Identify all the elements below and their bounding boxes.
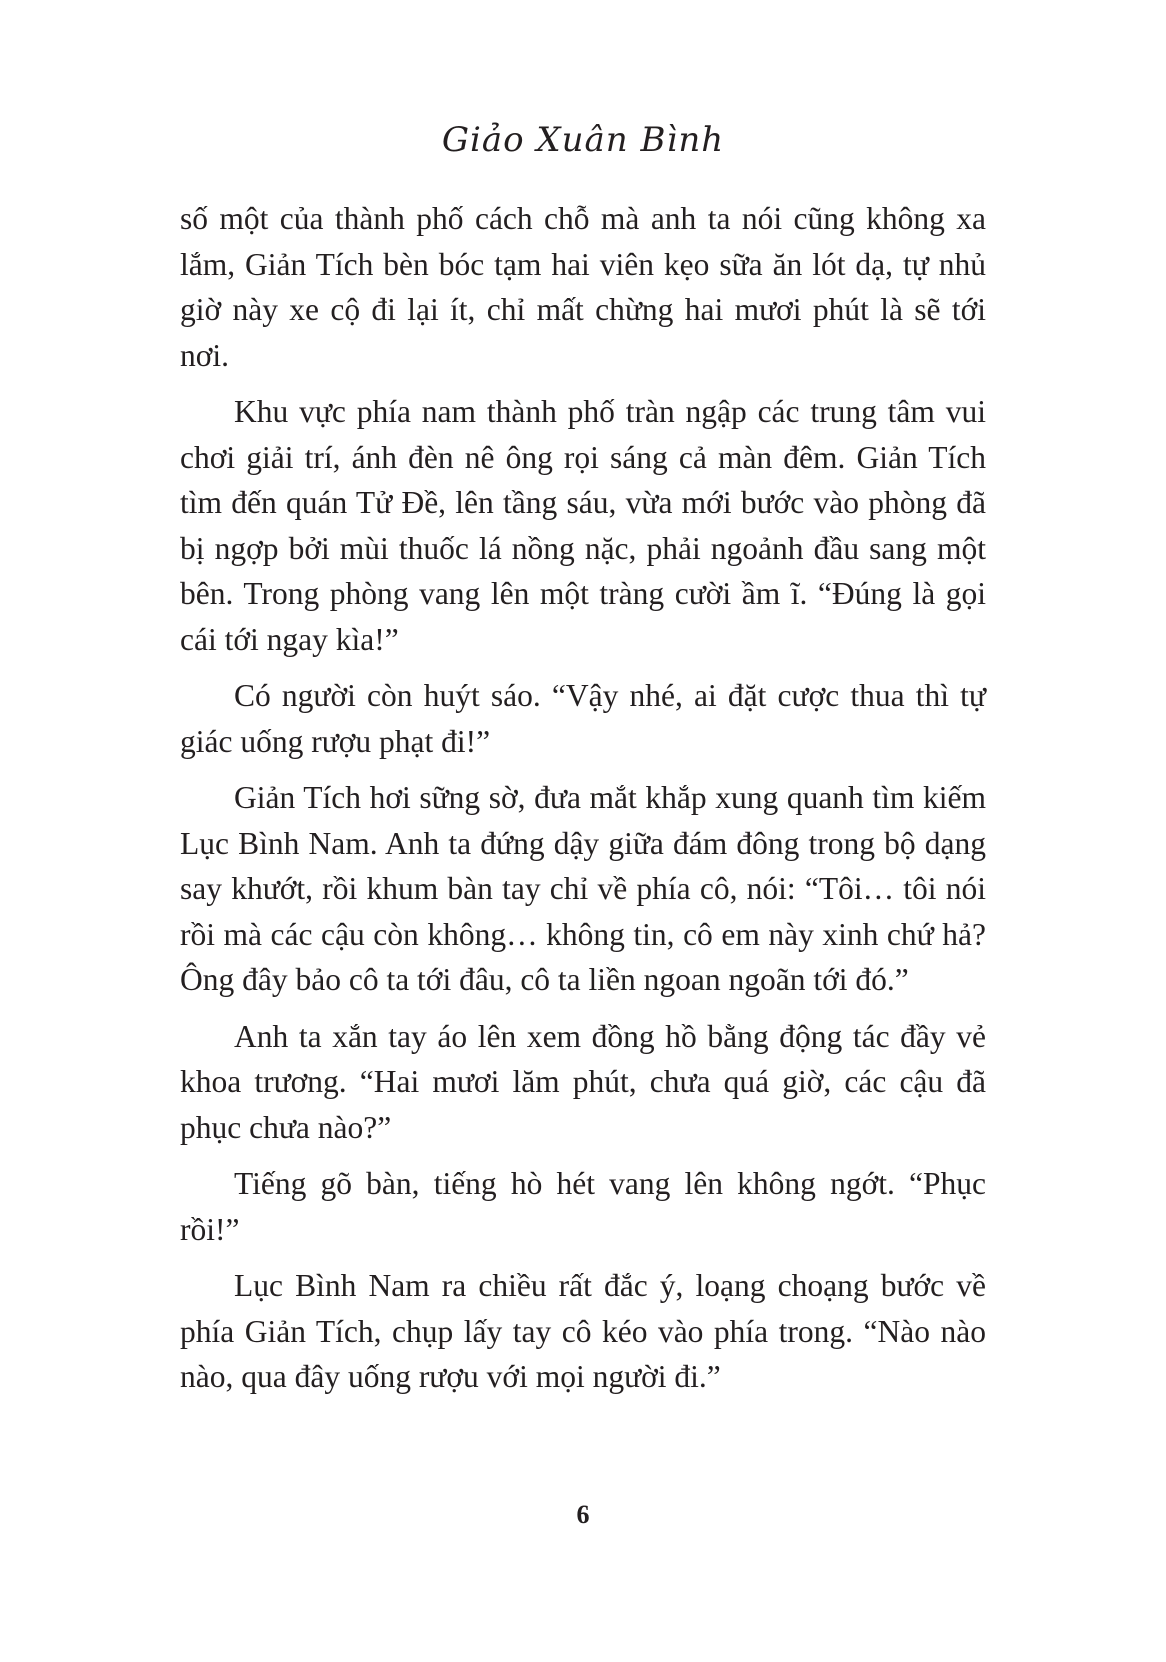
paragraph: Tiếng gõ bàn, tiếng hò hét vang lên không ngớt. “Phục rồi!”	[180, 1166, 986, 1247]
paragraph: Giản Tích hơi sững sờ, đưa mắt khắp xung quanh tìm kiếm Lục Bình Nam. Anh ta đứng dậy giữa đám đông trong bộ dạng say khướt, rồi khum bàn tay chỉ về phía cô, nói: “Tôi… tôi nói rồi mà các cậu còn không… không tin, cô em này xinh chứ hả? Ông đây bảo cô ta tới đâu, cô ta liền ngoan ngoãn tới đó.”	[180, 780, 986, 997]
paragraph: Có người còn huýt sáo. “Vậy nhé, ai đặt cược thua thì tự giác uống rượu phạt đi!”	[180, 678, 986, 759]
running-header-title: Giảo Xuân Bình	[441, 120, 725, 160]
body-text	[180, 196, 986, 1411]
paragraph: Anh ta xắn tay áo lên xem đồng hồ bằng động tác đầy vẻ khoa trương. “Hai mươi lăm phút, chưa quá giờ, các cậu đã phục chưa nào?”	[180, 1018, 986, 1145]
paragraph: số một của thành phố cách chỗ mà anh ta nói cũng không xa lắm, Giản Tích bèn bóc tạm hai viên kẹo sữa ăn lót dạ, tự nhủ giờ này xe cộ đi lại ít, chỉ mất chừng hai mươi phút là sẽ tới nơi.	[180, 201, 986, 373]
paragraph: Lục Bình Nam ra chiều rất đắc ý, loạng choạng bước về phía Giản Tích, chụp lấy tay cô kéo vào phía trong. “Nào nào nào, qua đây uống rượu với mọi người đi.”	[180, 1268, 986, 1394]
page-number: 6	[576, 1500, 590, 1529]
paragraph: Khu vực phía nam thành phố tràn ngập các trung tâm vui chơi giải trí, ánh đèn nê ông rọi sáng cả màn đêm. Giản Tích tìm đến quán Tử Đề, lên tầng sáu, vừa mới bước vào phòng đã bị ngợp bởi mùi thuốc lá nồng nặc, phải ngoảnh đầu sang một bên. Trong phòng vang lên một tràng cười ầm ĩ. “Đúng là gọi cái tới ngay kìa!”	[180, 394, 986, 657]
